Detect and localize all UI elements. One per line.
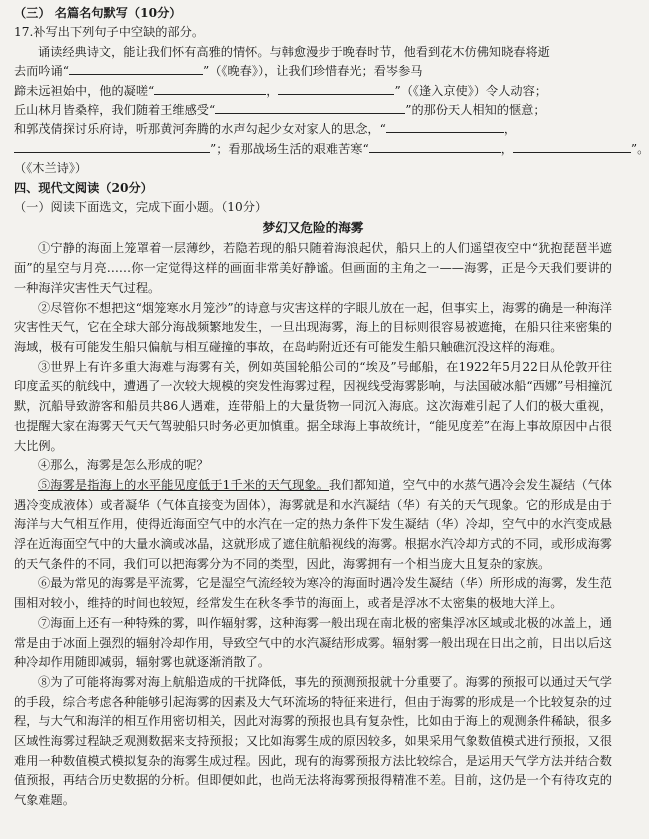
article-paragraph-2: ②尽管你不想把这“烟笼寒水月笼沙”的诗意与灾害这样的字眼儿放在一起，但事实上，海雾的确是一种海洋灾害性天气，它在全球大部分海战频繁地发生，一旦出现海雾，海上的目标则很容易被遮掩，在船只往来密集的海域，极有可能发生船只偏航与相互碰撞的事故，在岛屿附近还有可能发生船只触礁沉没这样的海难。 [14, 300, 612, 354]
underlined-definition: ⑤海雾是指海上的水平能见度低于1千米的天气现象。 [38, 477, 329, 492]
answer-blank[interactable] [278, 82, 394, 95]
q17-line-3: 蹄未远袒始中，他的凝嗟“ ， ”（《逢入京使》）令人动容； [14, 83, 547, 98]
poem-source: （《木兰诗》） [14, 161, 88, 176]
section-heading-modern-reading: 四、现代文阅读（20分） [14, 180, 153, 195]
article-paragraph-4: ④那么，海雾是怎么形成的呢？ [38, 458, 209, 473]
section-heading-famous-quotes: （三） 名篇名句默写（10分） [14, 6, 182, 20]
article-paragraph-3: ③世界上有许多重大海难与海雾有关，例如英国轮船公司的“埃及”号邮船，在1922年5月22日从伦敦开往印度孟买的航线中，遭遇了一次较大规模的突发性海雾过程，因视线受海雾影响，与法国破冰船“西娜”号相撞沉默，沉船导致游客和船员共86人遇难，连带船上的大量货物一同沉入海底。这次海难引起了人们的极大重视，也提醒大家在海雾天气天气驾驶船只时务必更加慎重。据全球海上事故统计，“能见度差”在海上事故原因中占很大比例。 [14, 359, 612, 453]
answer-blank[interactable] [14, 140, 210, 153]
q17-line-4: 丘山林月皆桑梓，我们随着王维感受“ ”的那份天人相知的惬意； [14, 103, 546, 118]
answer-blank[interactable] [369, 140, 501, 153]
q17-line-2: 去而吟诵“ ”（《晚春》），让我们珍惜春光；看岑参马 [14, 64, 423, 79]
answer-blank[interactable] [215, 101, 405, 114]
sub-heading-reading: （一）阅读下面选文，完成下面小题。（10分） [14, 200, 268, 215]
article-paragraph-5: ⑤海雾是指海上的水平能见度低于1千米的天气现象。我们都知道，空气中的水蒸气遇冷会发生凝结（气体遇冷变成液体）或者凝华（气体直接变为固体），海雾就是和水汽凝结（华）有关的天气现象。它的形成是由于海洋与大气相互作用，使得近海面空气中的水汽在一定的热力条件下发生凝结（华）冷却，空气中的水汽变成悬浮在近海面空气中的大量水滴或冰晶，这就形成了遮住航船视线的海雾。根据水汽冷却方式的不同，或形成海雾的天气条件的不同，我们可以把海雾分为不同的类型，因此，海雾拥有一个相当庞大且复杂的家族。 [14, 477, 612, 571]
article-paragraph-7: ⑦海面上还有一种特殊的雾，叫作辐射雾，这种海雾一般出现在南北极的密集浮冰区域或北极的冰盖上，通常是由于冰面上强烈的辐射冷却作用，导致空气中的水汽凝结形成雾。辐射雾一般出现在日出之前，日出以后这种冷却作用随即减弱，辐射雾也就逐渐消散了。 [14, 615, 612, 670]
article-paragraph-8: ⑧为了可能将海雾对海上航船造成的干扰降低，事先的预测预报就十分重要了。海雾的预报可以通过天气学的手段，综合考虑各种能够引起海雾的因素及大气环流场的特征来进行，但由于海雾的形成是一个比较复杂的过程，与大气和海洋的相互作用密切相关，因此对海雾的预报也具有复杂性，比如由于海上的观测条件稀缺，很多区域性海雾过程缺乏观测数据来支持预报；又比如海雾生成的原因较多，如果采用气象数值模式进行预报，又很难用一种数值模式模拟复杂的海雾生成过程。因此，现有的海雾预报方法比较综合，是运用天气学方法并结合数值预报，再结合历史数据的分析。但即便如此，也尚无法将海雾预报得精准不差。目前，这仍是一个有待攻克的气象难题。 [14, 674, 612, 808]
article-title: 梦幻又危险的海雾 [262, 220, 364, 236]
q17-line-6: ”；看那战场生活的艰难苦寒“ ， ”。 [14, 140, 612, 159]
q17-line-1: 诵读经典诗文，能让我们怀有高雅的情怀。与韩愈漫步于晚春时节，他看到花木仿佛知晓春将逝 [38, 44, 550, 59]
answer-blank[interactable] [69, 62, 203, 75]
q17-line-5: 和郭茂倩探讨乐府诗，听那黄河奔腾的水声勾起少女对家人的思念，“ ， [14, 122, 517, 137]
answer-blank[interactable] [386, 120, 504, 133]
question-17-stem: 17.补写出下列句子中空缺的部分。 [14, 25, 205, 40]
answer-blank[interactable] [513, 140, 631, 153]
article-paragraph-6: ⑥最为常见的海雾是平流雾，它是湿空气流经较为寒冷的海面时遇冷发生凝结（华）所形成的海雾，发生范围相对较小，维持的时间也较短，经常发生在秋冬季节的海面上，或者是浮冰不太密集的极地大洋上。 [14, 576, 612, 611]
answer-blank[interactable] [154, 82, 266, 95]
article-paragraph-1: ①宁静的海面上笼罩着一层薄纱，若隐若现的船只随着海浪起伏，船只上的人们遥望夜空中“犹抱琵琶半遮面”的星空与月亮……你一定觉得这样的画面非常美好静谧。但画面的主角之一——海雾，正是今天我们要讲的一种海洋灾害性天气过程。 [14, 241, 612, 295]
